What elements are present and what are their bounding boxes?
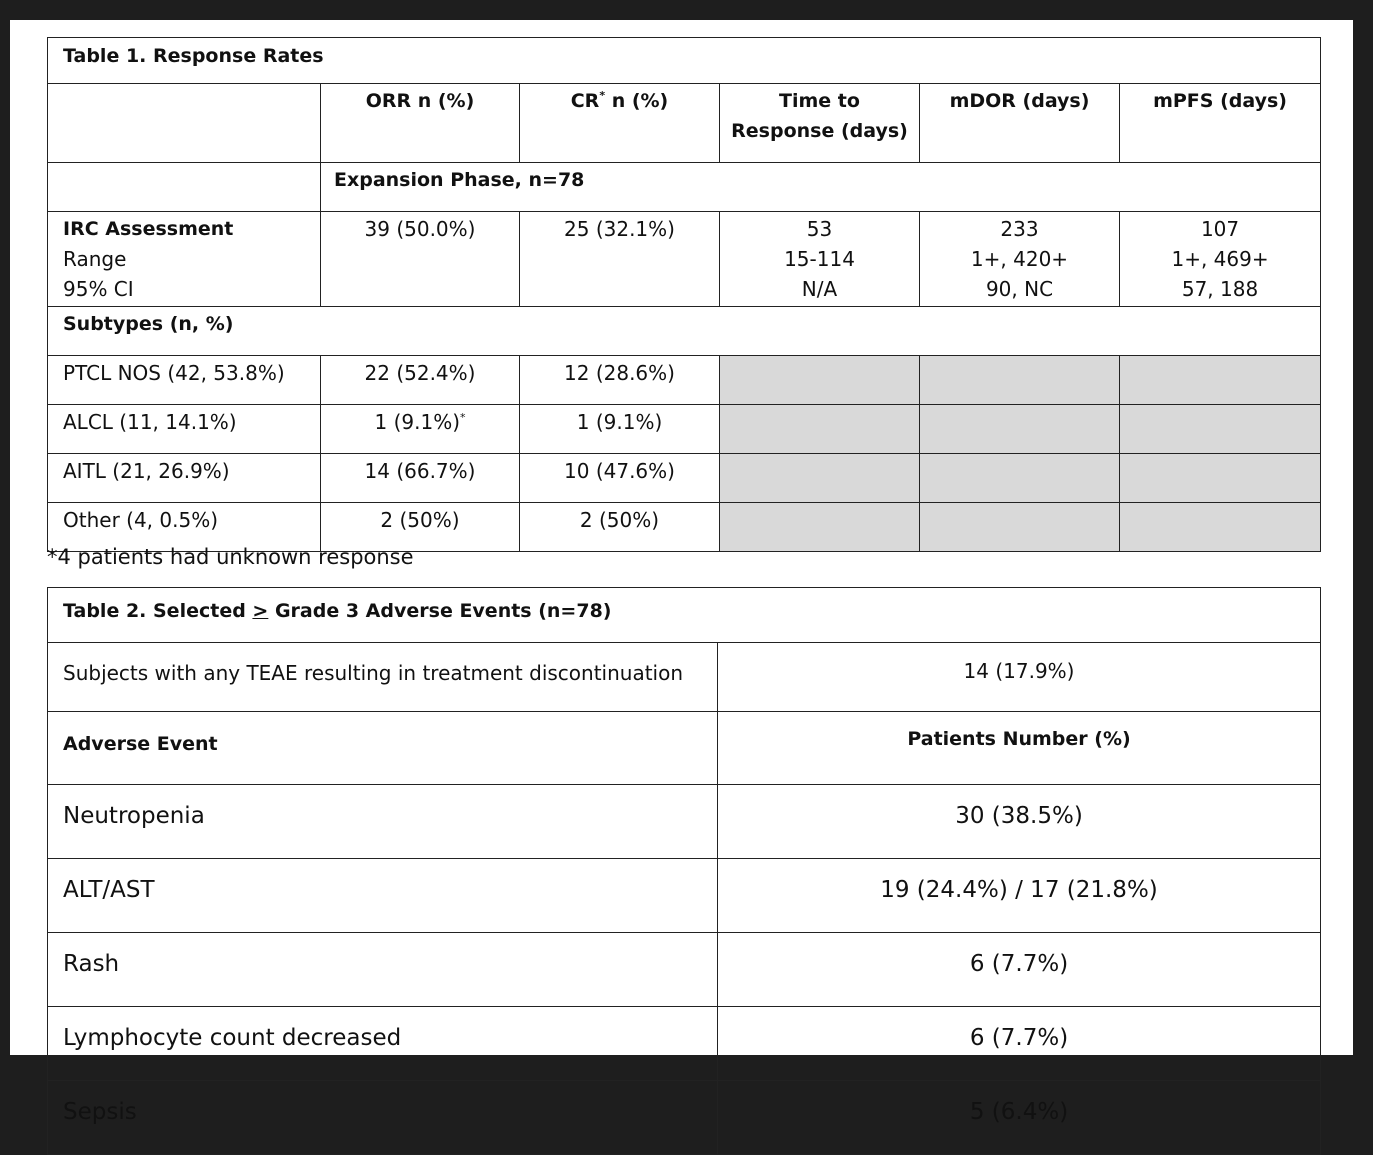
subtype-row xyxy=(48,405,1321,454)
irc-mpfs-range: 1+, 469+ xyxy=(1171,247,1269,271)
shaded-cell xyxy=(720,356,920,405)
subtype-orr xyxy=(321,454,520,503)
header-cr-label: CR xyxy=(570,90,600,112)
event-label: Rash xyxy=(48,933,718,1007)
shaded-cell xyxy=(1120,356,1321,405)
subtype-orr xyxy=(321,405,520,454)
subtypes-title: Subtypes (n, %) xyxy=(48,307,1321,356)
table2-title-pre: Table 2. Selected xyxy=(63,600,253,622)
shaded-cell xyxy=(920,454,1120,503)
header-mdor: mDOR (days) xyxy=(920,84,1120,163)
shaded-cell xyxy=(720,503,920,552)
table1-footnote: *4 patients had unknown response xyxy=(47,545,414,569)
shaded-cell xyxy=(1120,454,1321,503)
event-row xyxy=(48,859,1321,933)
event-value: 5 (6.4%) xyxy=(718,1081,1321,1155)
subtype-cr: 12 (28.6%) xyxy=(520,356,720,405)
subtype-row xyxy=(48,356,1321,405)
irc-row xyxy=(48,212,1321,307)
irc-label-cell xyxy=(48,212,321,307)
teae-label: Subjects with any TEAE resulting in treatment discontinuation xyxy=(48,643,718,712)
subtype-cr: 10 (47.6%) xyxy=(520,454,720,503)
subtype-orr-sup: * xyxy=(460,411,466,424)
event-row xyxy=(48,1081,1321,1155)
event-row xyxy=(48,785,1321,859)
event-row xyxy=(48,1007,1321,1081)
event-value: 30 (38.5%) xyxy=(718,785,1321,859)
event-value: 19 (24.4%) / 17 (21.8%) xyxy=(718,859,1321,933)
header-cr-suffix: n (%) xyxy=(605,90,669,112)
event-value: 6 (7.7%) xyxy=(718,933,1321,1007)
subtype-orr-value: 14 (66.7%) xyxy=(364,459,476,483)
subtype-label: AITL (21, 26.9%) xyxy=(48,454,321,503)
header-cr-sup: * xyxy=(599,89,606,102)
table2-header-row xyxy=(48,712,1321,785)
irc-cr: 25 (32.1%) xyxy=(520,212,720,307)
irc-mpfs-value: 107 xyxy=(1200,217,1240,241)
event-value: 6 (7.7%) xyxy=(718,1007,1321,1081)
phase-row xyxy=(48,163,1321,212)
irc-ttr-range: 15-114 xyxy=(784,247,855,271)
header-orr: ORR n (%) xyxy=(321,84,520,163)
event-label: Lymphocyte count decreased xyxy=(48,1007,718,1081)
subtype-orr-value: 2 (50%) xyxy=(380,508,460,532)
header-adverse-event: Adverse Event xyxy=(48,712,718,785)
header-ttr-line1: Time to xyxy=(779,90,860,112)
table2-title xyxy=(48,588,1321,643)
header-cr xyxy=(520,84,720,163)
header-patients-number: Patients Number (%) xyxy=(718,712,1321,785)
subtype-label: PTCL NOS (42, 53.8%) xyxy=(48,356,321,405)
shaded-cell xyxy=(920,405,1120,454)
teae-value: 14 (17.9%) xyxy=(718,643,1321,712)
shaded-cell xyxy=(920,356,1120,405)
phase-label: Expansion Phase, n=78 xyxy=(321,163,1321,212)
shaded-cell xyxy=(920,503,1120,552)
subtype-orr-value: 1 (9.1%) xyxy=(374,410,460,434)
irc-mdor-range: 1+, 420+ xyxy=(970,247,1069,271)
subtype-cr: 2 (50%) xyxy=(520,503,720,552)
table2-title-ge: > xyxy=(252,600,269,622)
irc-ci-label: 95% CI xyxy=(63,277,134,301)
irc-mdor-ci: 90, NC xyxy=(985,277,1054,301)
irc-mpfs-ci: 57, 188 xyxy=(1181,277,1259,301)
shaded-cell xyxy=(1120,405,1321,454)
table2-title-post: Grade 3 Adverse Events (n=78) xyxy=(268,600,612,622)
subtype-label: Other (4, 0.5%) xyxy=(48,503,321,552)
subtypes-title-row xyxy=(48,307,1321,356)
irc-mdor xyxy=(920,212,1120,307)
header-time-to-response xyxy=(720,84,920,163)
header-empty-cell xyxy=(48,84,321,163)
event-row xyxy=(48,933,1321,1007)
teae-row xyxy=(48,643,1321,712)
header-ttr-line2: Response (days) xyxy=(731,120,908,142)
event-label: ALT/AST xyxy=(48,859,718,933)
irc-orr: 39 (50.0%) xyxy=(321,212,520,307)
subtype-label: ALCL (11, 14.1%) xyxy=(48,405,321,454)
irc-mdor-value: 233 xyxy=(1000,217,1039,241)
phase-empty-cell xyxy=(48,163,321,212)
table1-title: Table 1. Response Rates xyxy=(48,38,1321,84)
irc-mpfs xyxy=(1120,212,1321,307)
event-label: Neutropenia xyxy=(48,785,718,859)
shaded-cell xyxy=(720,454,920,503)
subtype-orr xyxy=(321,356,520,405)
adverse-events-table xyxy=(47,587,1321,1155)
event-label: Sepsis xyxy=(48,1081,718,1155)
subtype-row xyxy=(48,454,1321,503)
subtype-orr-value: 22 (52.4%) xyxy=(364,361,476,385)
shaded-cell xyxy=(720,405,920,454)
shaded-cell xyxy=(1120,503,1321,552)
table1-header-row xyxy=(48,84,1321,163)
irc-ttr-value: 53 xyxy=(806,217,833,241)
irc-assessment-label: IRC Assessment xyxy=(63,218,234,240)
header-mpfs: mPFS (days) xyxy=(1120,84,1321,163)
irc-ttr-ci: N/A xyxy=(801,277,838,301)
subtype-cr: 1 (9.1%) xyxy=(520,405,720,454)
irc-range-label: Range xyxy=(63,247,127,271)
irc-ttr xyxy=(720,212,920,307)
response-rates-table xyxy=(47,37,1321,552)
document-page xyxy=(10,20,1353,1125)
